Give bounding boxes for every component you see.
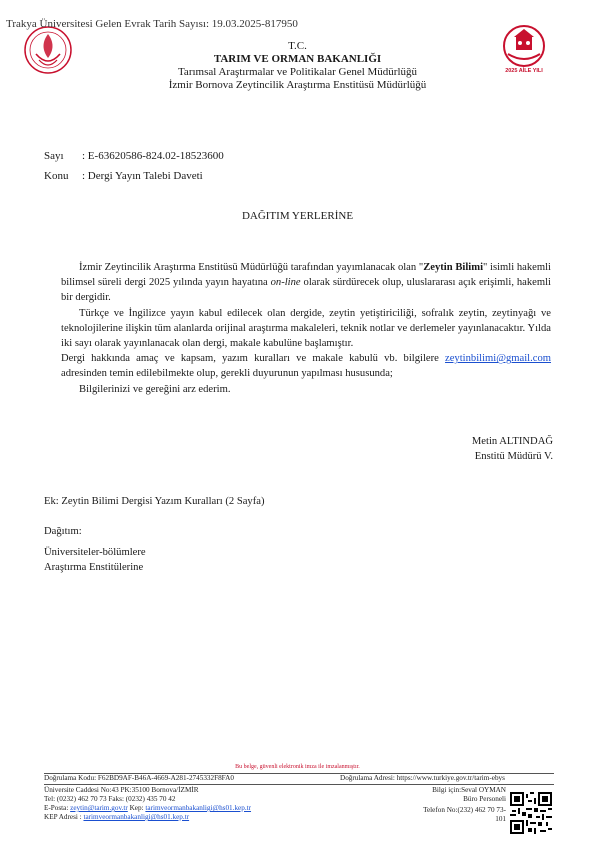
distribution-item: Araştırma Enstitülerine: [44, 562, 144, 573]
contact-ext: 101: [495, 815, 506, 823]
header-ministry: TARIM VE ORMAN BAKANLIĞI: [213, 53, 382, 65]
signature-block: [420, 434, 553, 464]
kep-link[interactable]: tarimveormanbakanligi@hs01.kep.tr: [83, 813, 190, 821]
sayi-label: Sayı: [44, 150, 64, 162]
konu-label: Konu: [44, 170, 69, 182]
meta-sayi: [44, 150, 224, 162]
kep-inline-link[interactable]: tarimveormanbakanligi@hs01.kep.tr: [145, 804, 252, 812]
eposta-link[interactable]: zeytin@tarim.gov.tr: [70, 804, 128, 812]
verify-code: Doğrulama Kodu: F62BD9AF-B46A-4669-A281-2745332F8FA0: [44, 774, 234, 782]
footer-kep: KEP Adresi : tarimveormanbakanligi@hs01.kep.tr: [44, 813, 190, 821]
document-title: DAĞITIM YERLERİNE: [241, 210, 354, 222]
journal-name: Zeytin Bilimi: [423, 262, 484, 273]
incoming-document-stamp: Trakya Üniversitesi Gelen Evrak Tarih Sayısı: 19.03.2025-817950: [6, 18, 298, 30]
signature-title: Enstitü Müdürü V.: [474, 451, 553, 462]
header-tc: T.C.: [288, 40, 307, 52]
paragraph-2: Türkçe ve İngilizce yayın kabul edilecek olan dergide, zeytin yetiştiriciliği, sofralık zeytin, zeytinyağı ve teknolojilerine ilişkin tüm alanlarda orijinal araştırma makaleleri, teknik notlar ve derlemeler yayınlanacaktır. Yılda iki sayı olarak yayınlanacak olan dergi, makale kabulüne başlamıştır.: [61, 307, 551, 350]
contact-phone: Telefon No:(232) 462 70 73-: [423, 806, 506, 814]
konu-value: : Dergi Yayın Talebi Daveti: [82, 170, 203, 182]
header-directorate: Tarımsal Araştırmalar ve Politikalar Genel Müdürlüğü: [177, 66, 418, 78]
footer-address: Üniversite Caddesi No:43 PK:35100 Bornova/İZMİR: [44, 786, 199, 794]
contact-person: Bilgi için:Seval OYMAN: [432, 786, 506, 794]
verify-address: Doğrulama Adresi: https://www.turkiye.gov.tr/tarim-ebys: [340, 774, 505, 782]
footer-eposta: E-Posta: zeytin@tarim.gov.tr Kep: tarimveormanbakanligi@hs01.kep.tr: [44, 804, 252, 812]
family-year-caption: 2025 AİLE YILI: [505, 68, 543, 74]
distribution-list: [44, 545, 146, 575]
footer-rule-bottom: [44, 784, 554, 785]
paragraph-3: Dergi hakkında amaç ve kapsam, yazım kuralları ve makale kabulü vb. bilgilere zeytinbilimi@gmail.com adresinden temin edilebilmekte olup, gerekli duyurunun yapılması hususunda;: [61, 353, 551, 380]
letter-body: [61, 260, 551, 397]
meta-konu: [44, 170, 203, 182]
distribution-label: Dağıtım:: [44, 526, 82, 537]
ministry-logo: [22, 24, 74, 76]
paragraph-1: İzmir Zeytincilik Araştırma Enstitüsü Müdürlüğü tarafından yayımlanacak olan "Zeytin Bilimi" isimli hakemli bilimsel süreli dergi 2025 yılında yayın hayatına on-line olarak sürdürecek olup, uluslararası açık erişimli, hakemli bir dergidir.: [61, 262, 551, 304]
contact-role: Büro Personeli: [463, 795, 506, 803]
online-term: on-line: [270, 277, 301, 289]
attachment-line: Ek: Zeytin Bilimi Dergisi Yazım Kuralları (2 Sayfa): [44, 496, 265, 507]
journal-email-link[interactable]: zeytinbilimi@gmail.com: [445, 353, 551, 365]
sayi-value: : E-63620586-824.02-18523600: [82, 150, 224, 162]
e-signature-note: Bu belge, güvenli elektronik imza ile imzalanmıştır.: [235, 764, 360, 770]
qr-code-icon: [510, 792, 552, 834]
header-institute: İzmir Bornova Zeytincilik Araştırma Enstitüsü Müdürlüğü: [168, 79, 427, 91]
paragraph-4: Bilgilerinizi ve gereğini arz ederim.: [79, 383, 231, 395]
footer-phone: Tel: (0232) 462 70 73 Faks: (0232) 435 70 42: [44, 795, 176, 803]
distribution-item: Üniversiteler-bölümlere: [44, 547, 146, 558]
signature-name: Metin ALTINDAĞ: [471, 436, 553, 447]
